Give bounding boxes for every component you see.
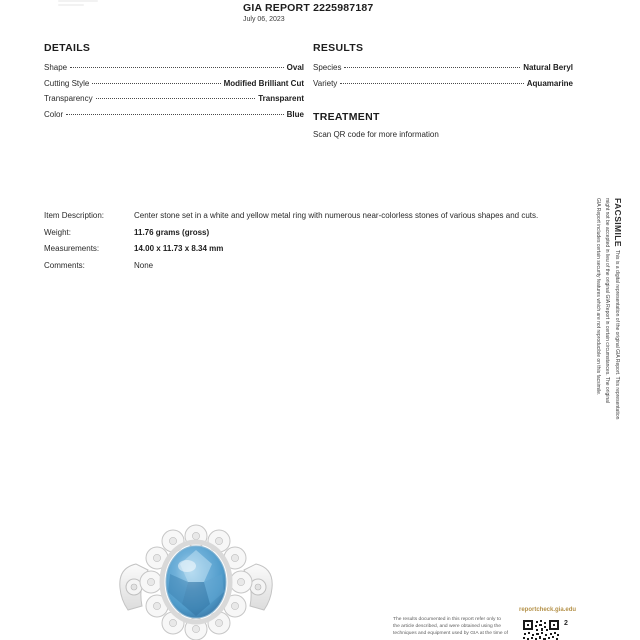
detail-row-color	[44, 110, 304, 120]
result-label: Species	[313, 63, 342, 72]
item-value: 11.76 grams (gross)	[134, 227, 210, 237]
aquamarine-ring-photo	[108, 524, 284, 640]
facsimile-line-3: GIA Report includes certain security features which are not reproducible on this facsimile.	[595, 198, 601, 396]
qr-code-icon	[522, 619, 560, 640]
detail-row-transparency	[44, 94, 304, 104]
page-number: 2	[564, 620, 568, 627]
item-label: Comments:	[44, 260, 85, 270]
detail-value: Transparent	[258, 94, 304, 104]
cropped-logo-remnant	[58, 0, 102, 8]
treatment-text: Scan QR code for more information	[313, 130, 439, 140]
results-heading: RESULTS	[313, 42, 364, 54]
result-row-variety	[313, 79, 573, 89]
disclaimer-line: the article described, and were obtained using the	[393, 624, 501, 629]
disclaimer-line: The results documented in this report refer only to	[393, 617, 501, 622]
item-label: Measurements:	[44, 244, 100, 253]
item-row-comments	[44, 258, 574, 275]
facsimile-line-2: might not be accepted in lieu of the original GIA Report in certain circumstances. The original	[604, 198, 610, 404]
detail-label: Cutting Style	[44, 78, 90, 88]
result-value: Aquamarine	[526, 78, 573, 88]
result-row-species	[313, 63, 573, 73]
item-description-block	[44, 208, 574, 274]
result-label: Variety	[313, 78, 338, 88]
item-label: Item Description:	[44, 211, 105, 220]
dotted-leader	[96, 98, 256, 99]
dotted-leader	[344, 67, 520, 68]
item-label: Weight:	[44, 227, 71, 237]
treatment-heading: TREATMENT	[313, 111, 380, 124]
item-value: Center stone set in a white and yellow metal ring with numerous near-colorless stones of various shapes and cuts.	[134, 211, 539, 220]
detail-label: Color	[44, 110, 64, 120]
item-row-weight	[44, 225, 574, 242]
results-section	[313, 42, 573, 139]
facsimile-text-1: This is a digital representation of the original GIA Report. This representation	[614, 249, 620, 420]
dotted-leader	[66, 114, 284, 115]
dotted-leader	[340, 83, 523, 84]
item-value: 14.00 x 11.73 x 8.34 mm	[134, 244, 224, 253]
detail-value: Oval	[286, 63, 304, 72]
disclaimer-line: techniques and equipment used by GIA at the time of	[393, 631, 509, 636]
detail-row-cutting-style	[44, 79, 304, 89]
report-number-title: GIA REPORT 2225987187	[243, 2, 374, 14]
detail-label: Transparency	[44, 94, 93, 104]
dotted-leader	[92, 83, 220, 84]
report-date: July 06, 2023	[243, 16, 285, 23]
detail-label: Shape	[44, 63, 68, 72]
facsimile-line-1	[611, 198, 623, 436]
facsimile-title: FACSIMILE	[613, 198, 623, 247]
item-row-measurements	[44, 241, 574, 258]
dotted-leader	[70, 67, 284, 68]
item-row-description	[44, 208, 574, 225]
detail-row-shape	[44, 63, 304, 73]
treatment-section	[313, 111, 573, 139]
details-section	[44, 42, 304, 126]
details-heading: DETAILS	[44, 42, 91, 54]
result-value: Natural Beryl	[523, 63, 573, 72]
report-header	[243, 2, 373, 23]
item-value: None	[134, 260, 154, 270]
detail-value: Modified Brilliant Cut	[223, 78, 304, 88]
reportcheck-link[interactable]: reportcheck.gia.edu	[519, 607, 577, 613]
facsimile-sidebar	[587, 198, 623, 436]
detail-value: Blue	[286, 110, 304, 120]
footer-disclaimer	[393, 616, 517, 637]
